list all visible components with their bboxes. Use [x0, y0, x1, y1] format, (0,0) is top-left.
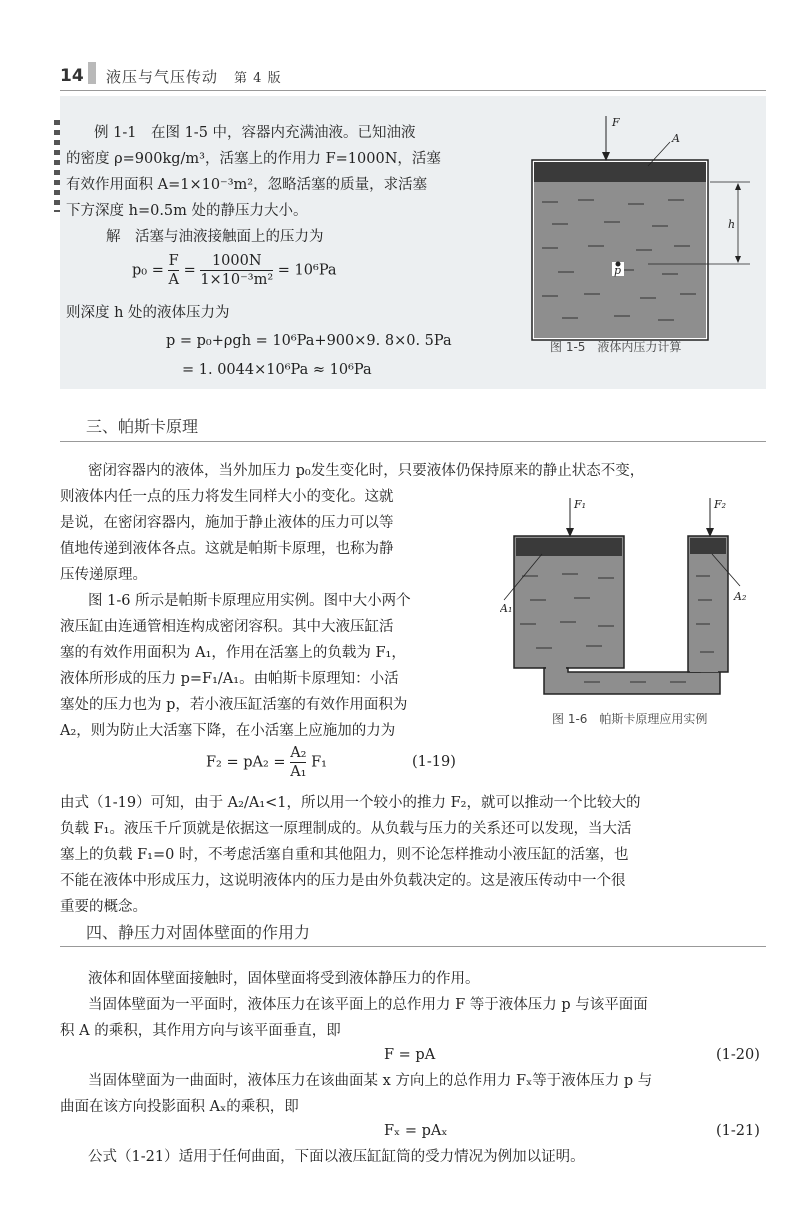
- edition: 第 4 版: [234, 71, 282, 86]
- para3-wide: 密闭容器内的液体，当外加压力 p₀发生变化时，只要液体仍保持原来的静止状态不变，: [88, 463, 645, 479]
- fig15-label-h: h: [728, 218, 736, 231]
- fig15-label-F: F: [612, 116, 620, 129]
- section-3-rule: [60, 441, 766, 442]
- fig15-label-p: p: [614, 264, 622, 277]
- text-line: 塞的有效作用面积为 A₁，作用在活塞上的负载为 F₁，: [60, 645, 406, 661]
- para4-d: 公式（1-21）适用于任何曲面，下面以液压缸缸筒的受力情况为例加以证明。: [88, 1149, 585, 1165]
- example-line: 下方深度 h=0.5m 处的静压力大小。: [66, 203, 308, 219]
- section-4-title: 四、静压力对固体壁面的作用力: [86, 923, 311, 942]
- eq19-rhs: F₁: [311, 754, 327, 771]
- equation-3: = 1. 0044×10⁶Pa ≈ 10⁶Pa: [182, 362, 372, 378]
- text-line: 塞上的负载 F₁=0 时，不考虑活塞自重和其他阻力，则不论怎样推动小液压缸的活塞，也: [60, 847, 629, 863]
- text-line: 值地传递到液体各点。这就是帕斯卡原理，也称为静: [60, 541, 394, 557]
- para3b: [60, 790, 768, 920]
- fig15-caption: 图 1-5 液体内压力计算: [550, 340, 682, 354]
- text-line: 液压缸由连通管相连构成密闭容积。其中大液压缸活: [60, 619, 394, 635]
- text-line: 压传递原理。: [60, 567, 147, 583]
- eq21-tag: (1-21): [716, 1123, 760, 1139]
- page-number: 14: [60, 66, 84, 86]
- example-line: 有效作用面积 A=1×10⁻³m²，忽略活塞的质量，求活塞: [66, 177, 428, 193]
- fig16-label-A1: A₁: [500, 602, 513, 615]
- example-text: [66, 120, 526, 250]
- text-line: 是说，在密闭容器内，施加于静止液体的压力可以等: [60, 515, 394, 531]
- eq19-frac: $\frac{\text{A₂}}{\text{A₁}}$: [290, 745, 307, 780]
- text-line: 负载 F₁。液压千斤顶就是依据这一原理制成的。从负载与压力的关系还可以发现，当大活: [60, 821, 632, 837]
- para4-c1: 当固体壁面为一曲面时，液体压力在该曲面某 x 方向上的总作用力 Fₓ等于液体压力 p 与: [88, 1073, 653, 1089]
- equation-2: p = p₀+ρgh = 10⁶Pa+900×9. 8×0. 5Pa: [166, 333, 452, 349]
- figure-1-6: [500, 496, 750, 706]
- para4-a: 液体和固体壁面接触时，固体壁面将受到液体静压力的作用。: [88, 971, 480, 987]
- eq1-frac-1: $\frac{F}{A}$: [168, 253, 179, 288]
- para4-b2: 积 A 的乘积，其作用方向与该平面垂直，即: [60, 1023, 341, 1039]
- text-line: 图 1-6 所示是帕斯卡原理应用实例。图中大小两个: [88, 593, 411, 609]
- equation-1: [132, 252, 337, 289]
- fig16-label-F2: F₂: [714, 498, 727, 511]
- example-line: 的密度 ρ=900kg/m³，活塞上的作用力 F=1000N，活塞: [66, 151, 441, 167]
- para4-c2: 曲面在该方向投影面积 Aₓ的乘积，即: [60, 1099, 299, 1115]
- fig15-label-A: A: [672, 132, 680, 145]
- para4-b1: 当固体壁面为一平面时，液体压力在该平面上的总作用力 F 等于液体压力 p 与该平面面: [88, 997, 648, 1013]
- figure-1-5: [528, 112, 758, 352]
- equation-1-20: F = pA: [384, 1047, 436, 1063]
- example-line-after: 则深度 h 处的液体压力为: [66, 305, 230, 321]
- equation-1-19: [206, 744, 327, 781]
- text-line: 则液体内任一点的压力将发生同样大小的变化。这就: [60, 489, 394, 505]
- equation-1-21: Fₓ = pAₓ: [384, 1123, 448, 1139]
- text-line: 液体所形成的压力 p=F₁/A₁。由帕斯卡原理知：小活: [60, 671, 399, 687]
- para3-column: [60, 484, 480, 744]
- eq1-frac-2: $\frac{1000N}{\text{1×10⁻³m²}}$: [200, 253, 274, 288]
- eq19-lhs: F₂ = pA₂ =: [206, 754, 286, 771]
- header-bar: [88, 62, 96, 84]
- text-line: A₂，则为防止大活塞下降，在小活塞上应施加的力为: [60, 723, 396, 739]
- example-line: 解 活塞与油液接触面上的压力为: [106, 229, 324, 245]
- book-title: 液压与气压传动 第 4 版: [106, 68, 282, 86]
- text-line: 不能在液体中形成压力，这说明液体内的压力是由外负载决定的。这是液压传动中一个很: [60, 873, 626, 889]
- text-line: 由式（1-19）可知，由于 A₂/A₁<1，所以用一个较小的推力 F₂，就可以推动一个比较大的: [60, 795, 641, 811]
- section-4-rule: [60, 946, 766, 947]
- text-line: 重要的概念。: [60, 899, 147, 915]
- eq1-rhs: = 10⁶Pa: [277, 262, 337, 279]
- fig16-label-F1: F₁: [574, 498, 587, 511]
- eq1-lhs: p₀ =: [132, 262, 164, 279]
- example-line: 例 1-1 在图 1-5 中，容器内充满油液。已知油液: [94, 125, 416, 141]
- eq1-mid: =: [183, 262, 196, 279]
- fig16-label-A2: A₂: [734, 590, 747, 603]
- text-line: 塞处的压力也为 p，若小液压缸活塞的有效作用面积为: [60, 697, 408, 713]
- side-marks: [54, 120, 60, 212]
- header-rule: [60, 90, 766, 91]
- eq19-tag: (1-19): [412, 754, 456, 770]
- fig16-caption: 图 1-6 帕斯卡原理应用实例: [552, 712, 708, 726]
- section-3-title: 三、帕斯卡原理: [86, 417, 199, 436]
- eq20-tag: (1-20): [716, 1047, 760, 1063]
